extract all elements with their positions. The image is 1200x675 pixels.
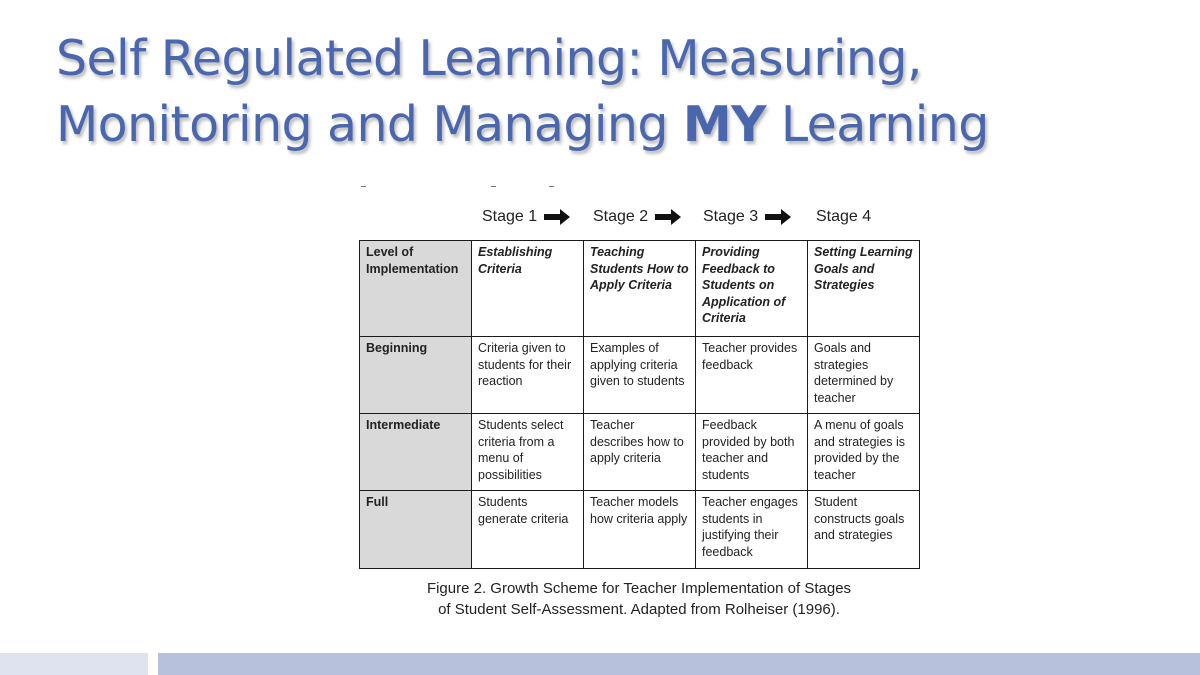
row-header: Full xyxy=(360,491,472,569)
stage-row xyxy=(359,204,919,230)
slide-title xyxy=(56,26,1156,158)
table-row xyxy=(360,337,920,414)
footer-bar-left xyxy=(0,653,148,675)
title-line-2-start: Monitoring and Managing xyxy=(56,96,683,153)
column-header: Setting Learning Goals and Strategies xyxy=(808,241,920,337)
table-cell: Teacher provides feedback xyxy=(696,337,808,414)
title-line-2 xyxy=(56,92,1156,158)
table-header-row xyxy=(360,241,920,337)
corner-header: Level of Implementation xyxy=(360,241,472,337)
footer-bar-right xyxy=(158,653,1200,675)
table-cell: Examples of applying criteria given to students xyxy=(584,337,696,414)
figure-crop-marks xyxy=(359,180,919,190)
stage-label: Stage 1 xyxy=(482,208,538,225)
table-cell: Feedback provided by both teacher and students xyxy=(696,414,808,491)
table-cell: Students select criteria from a menu of possibilities xyxy=(472,414,584,491)
column-header: Providing Feedback to Students on Application of Criteria xyxy=(696,241,808,337)
table-row xyxy=(360,414,920,491)
table-cell: A menu of goals and strategies is provided by the teacher xyxy=(808,414,920,491)
caption-line-2: of Student Self-Assessment. Adapted from Rolheiser (1996). xyxy=(438,601,840,618)
stage-label: Stage 2 xyxy=(593,208,649,225)
right-arrow-icon xyxy=(544,209,570,225)
row-header: Beginning xyxy=(360,337,472,414)
table-cell: Students generate criteria xyxy=(472,491,584,569)
table-cell: Teacher engages students in justifying their feedback xyxy=(696,491,808,569)
row-header: Intermediate xyxy=(360,414,472,491)
right-arrow-icon xyxy=(765,209,791,225)
column-header: Teaching Students How to Apply Criteria xyxy=(584,241,696,337)
title-line-2-end: Learning xyxy=(765,96,989,153)
column-header: Establishing Criteria xyxy=(472,241,584,337)
table-cell: Student constructs goals and strategies xyxy=(808,491,920,569)
stage-4 xyxy=(816,204,871,230)
caption-line-1: Figure 2. Growth Scheme for Teacher Implementation of Stages xyxy=(426,580,852,597)
table-cell: Teacher describes how to apply criteria xyxy=(584,414,696,491)
stage-label: Stage 3 xyxy=(703,208,759,225)
table-cell: Goals and strategies determined by teacher xyxy=(808,337,920,414)
stage-1 xyxy=(482,204,570,230)
title-line-1: Self Regulated Learning: Measuring, xyxy=(56,30,922,87)
stage-2 xyxy=(593,204,681,230)
right-arrow-icon xyxy=(655,209,681,225)
table-row xyxy=(360,491,920,569)
table-cell: Teacher models how criteria apply xyxy=(584,491,696,569)
stage-label: Stage 4 xyxy=(816,208,872,225)
title-emphasis: MY xyxy=(682,96,766,153)
stage-3 xyxy=(703,204,791,230)
table-cell: Criteria given to students for their reaction xyxy=(472,337,584,414)
figure-caption xyxy=(359,578,919,620)
growth-scheme-table xyxy=(359,240,920,569)
